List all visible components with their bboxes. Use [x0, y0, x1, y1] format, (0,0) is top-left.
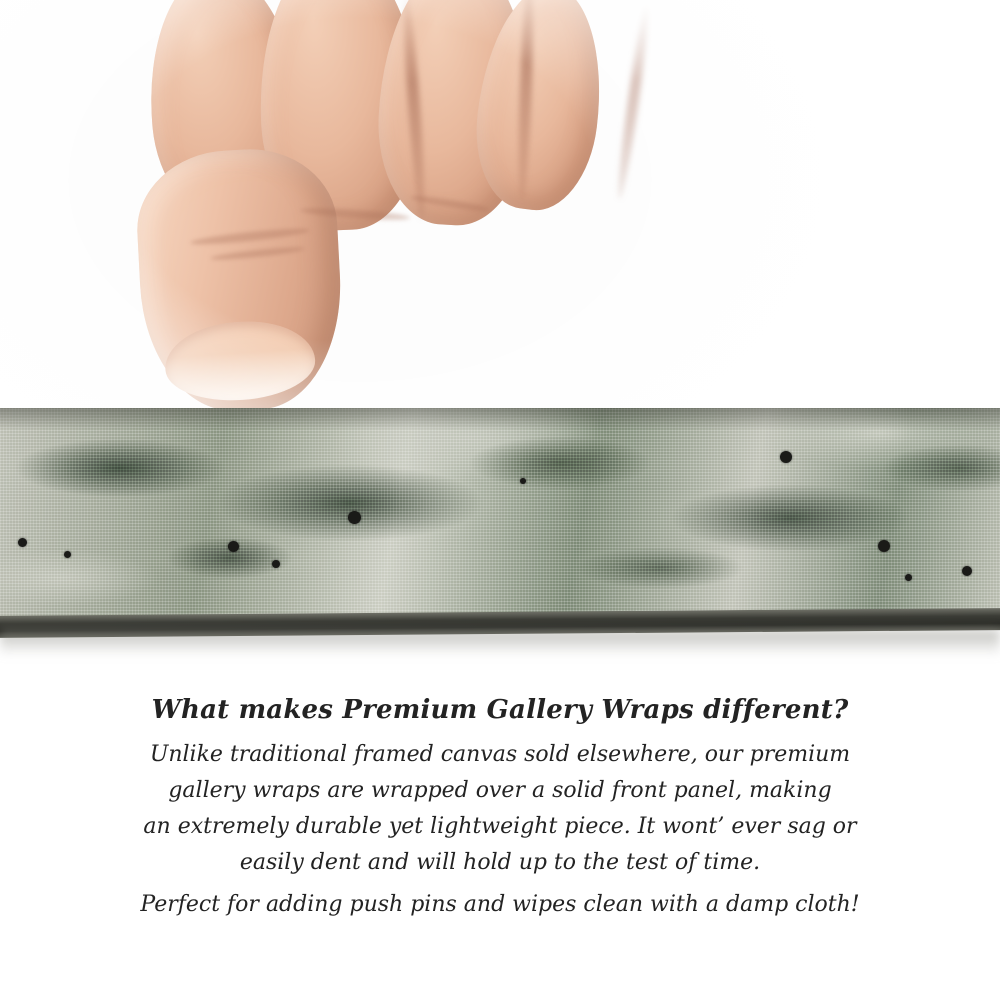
canvas-top-shadow [0, 408, 1000, 430]
caption-line-2: gallery wraps are wrapped over a solid front panel, making [168, 778, 832, 803]
canvas-speck [520, 478, 526, 484]
finger-crease-3 [614, 0, 653, 200]
caption-closing-line: Perfect for adding push pins and wipes clean with a damp cloth! [140, 892, 860, 917]
hand-photo [0, 0, 1000, 410]
caption-title: What makes Premium Gallery Wraps different? [151, 695, 849, 725]
canvas-speck [18, 538, 27, 547]
caption-line-3: an extremely durable yet lightweight piece. It wont’ ever sag or [143, 814, 857, 839]
canvas-speck [780, 451, 792, 463]
canvas-speck [64, 551, 71, 558]
caption-line-1: Unlike traditional framed canvas sold elsewhere, our premium [149, 742, 851, 767]
canvas-speck [348, 511, 361, 524]
canvas-drop-shadow [0, 630, 1000, 656]
canvas-edge-photo [0, 408, 1000, 620]
canvas-speck [878, 540, 890, 552]
canvas-speck [228, 541, 239, 552]
caption-block [0, 695, 1000, 923]
canvas-speck [905, 574, 912, 581]
canvas-speck [272, 560, 280, 568]
canvas-speck [962, 566, 972, 576]
caption-line-4: easily dent and will hold up to the test of time. [239, 850, 761, 875]
canvas-weave-texture [0, 408, 1000, 620]
